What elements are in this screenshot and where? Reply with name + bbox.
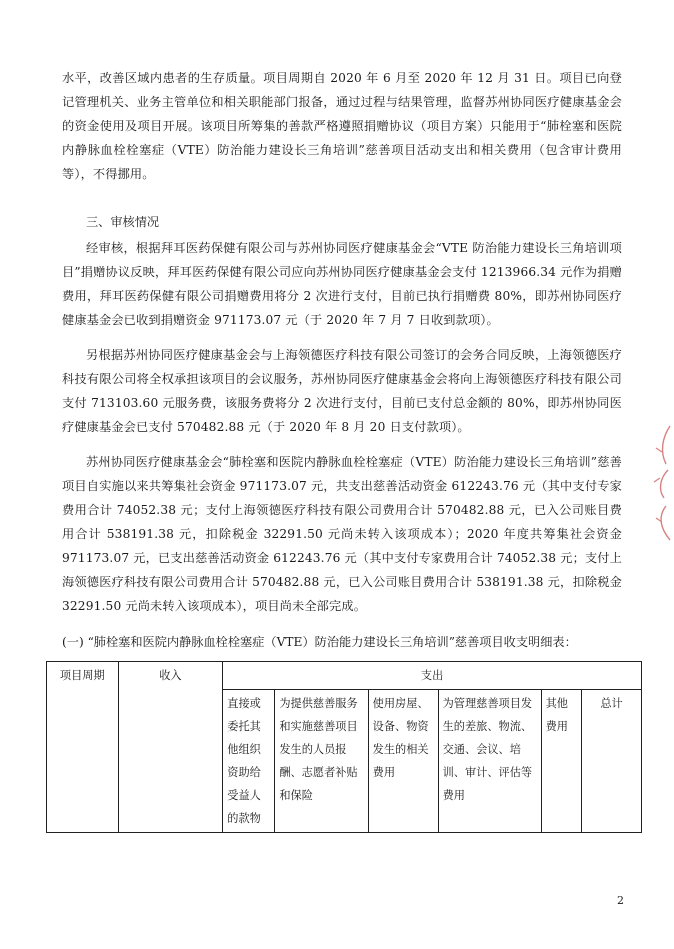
header-total: 总计 <box>582 690 642 833</box>
header-direct-aid: 直接或委托其他组织资助给受益人的款物 <box>223 690 275 833</box>
income-expense-table <box>46 661 642 833</box>
paragraph-donation-agreement: 经审核，根据拜耳医药保健有限公司与苏州协同医疗健康基金会“VTE 防治能力建设长三角培训项目”捐赠协议反映，拜耳医药保健有限公司应向苏州协同医疗健康基金会支付 1213966.34 元作为捐赠费用，拜耳医药保健有限公司捐赠费用将分 2 次进行支付，目前已执行捐赠费 80%，即苏州协同医疗健康基金会已收到捐赠资金 971173.07 元（于 2020 年 7 月 7 日收到款项）。 <box>62 241 622 327</box>
header-project-period: 项目周期 <box>47 662 119 833</box>
table-header-row <box>47 662 642 690</box>
header-other-costs: 其他费用 <box>541 690 581 833</box>
header-income: 收入 <box>118 662 223 833</box>
seal-stamp-fragment <box>648 418 674 548</box>
paragraph-fund-summary: 苏州协同医疗健康基金会“肺栓塞和医院内静脉血栓栓塞症（VTE）防治能力建设长三角培训”慈善项目自实施以来共筹集社会资金 971173.07 元，共支出慈善活动资金 612243.76 元（其中支付专家费用合计 74052.38 元；支付上海领德医疗科技有限公司费用合计 570482.88 元，已入公司账目费用合计 538191.38 元，扣除税金 32291.50 元尚未转入该项成本）；2020 年度共筹集社会资金 971173.07 元，已支出慈善活动资金 612243.76 元（其中支付专家费用合计 74052.38 元；支付上海领德医疗科技有限公司费用合计 570482.88 元，已入公司账目费用合计 538191.38 元，扣除税金 32291.50 元尚未转入该项成本），项目尚未全部完成。 <box>62 455 622 613</box>
header-staff-compensation: 为提供慈善服务和实施慈善项目发生的人员报酬、志愿者补贴和保险 <box>275 690 368 833</box>
section-heading-audit: 三、审核情况 <box>86 215 160 229</box>
header-expense: 支出 <box>223 662 642 690</box>
header-management-costs: 为管理慈善项目发生的差旅、物流、交通、会议、培训、审计、评估等费用 <box>438 690 541 833</box>
page-number: 2 <box>617 894 624 907</box>
paragraph-project-summary: 水平，改善区域内患者的生存质量。项目周期自 2020 年 6 月至 2020 年 12 月 31 日。项目已向登记管理机关、业务主管单位和相关职能部门报备，通过过程与结果管理，监督苏州协同医疗健康基金会的资金使用及项目开展。该项目所筹集的善款严格遵照捐赠协议（项目方案）只能用于“肺栓塞和医院内静脉血栓栓塞症（VTE）防治能力建设长三角培训”慈善项目活动支出和相关费用（包含审计费用等），不得挪用。 <box>62 71 622 181</box>
paragraph-service-contract: 另根据苏州协同医疗健康基金会与上海领德医疗科技有限公司签订的会务合同反映，上海领德医疗科技有限公司将全权承担该项目的会议服务，苏州协同医疗健康基金会将向上海领德医疗科技有限公司支付 713103.60 元服务费，该服务费将分 2 次进行支付，目前已支付总金额的 80%，即苏州协同医疗健康基金会已支付 570482.88 元（于 2020 年 8 月 20 日支付款项）。 <box>62 348 622 434</box>
table-caption: (一) “肺栓塞和医院内静脉血栓栓塞症（VTE）防治能力建设长三角培训”慈善项目收支明细表： <box>62 635 577 649</box>
header-facility-costs: 使用房屋、设备、物资发生的相关费用 <box>368 690 438 833</box>
